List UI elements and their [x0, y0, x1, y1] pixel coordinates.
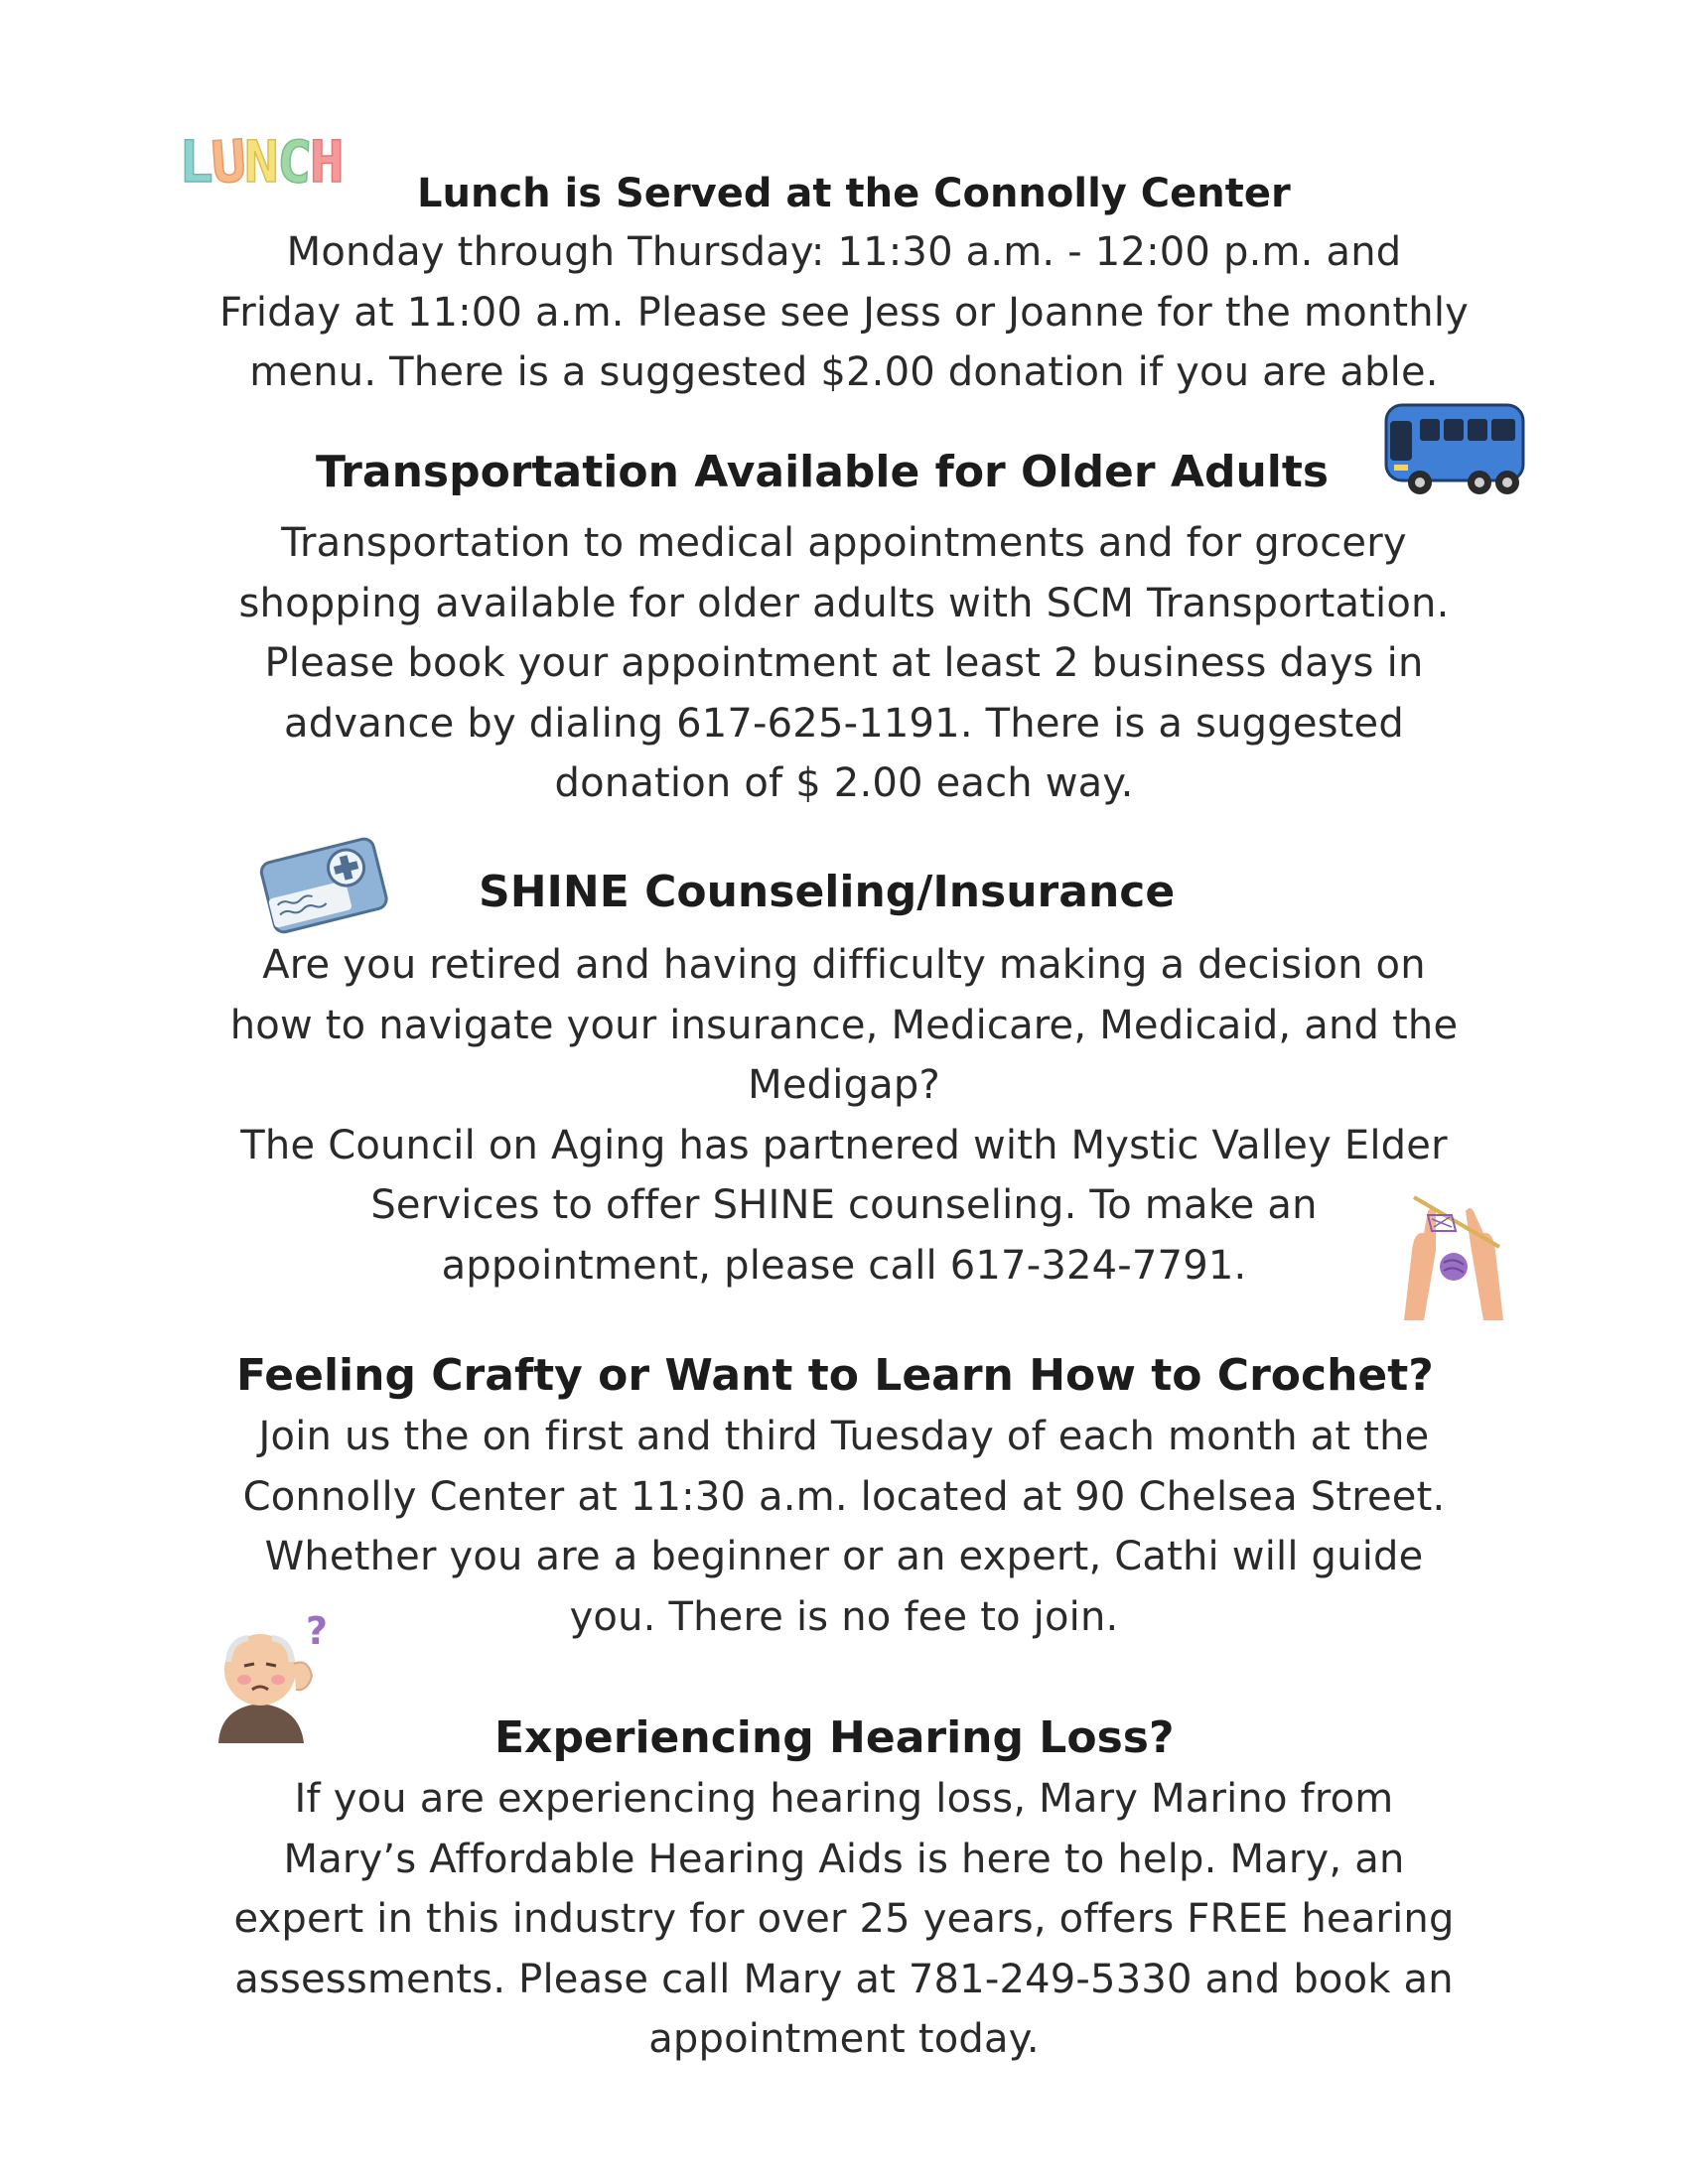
- transportation-heading: [159, 442, 1529, 503]
- shine-line: Are you retired and having difficulty making a decision on: [262, 942, 1426, 988]
- lunch-line: menu. There is a suggested $2.00 donation if you are able.: [249, 349, 1439, 395]
- shine-line: Services to offer SHINE counseling. To make an: [370, 1182, 1318, 1228]
- transportation-line: Please book your appointment at least 2 business days in: [264, 640, 1424, 686]
- shine-line: The Council on Aging has partnered with Mystic Valley Elder: [240, 1122, 1448, 1168]
- crochet-title: Feeling Crafty or Want to Learn How to Crochet?: [236, 1350, 1434, 1401]
- transportation-body: [159, 513, 1529, 814]
- lunch-letter: L: [179, 128, 211, 196]
- shine-line: Medigap?: [748, 1062, 940, 1108]
- shine-heading: [159, 862, 1529, 923]
- hearing-section: [159, 1707, 1529, 2070]
- hearing-line: assessments. Please call Mary at 781-249-5330 and book an: [234, 1956, 1454, 2002]
- transportation-line: donation of $ 2.00 each way.: [554, 760, 1134, 806]
- lunch-section: [159, 167, 1529, 403]
- hearing-line: expert in this industry for over 25 years, offers FREE hearing: [233, 1896, 1455, 1942]
- lunch-heading: [159, 167, 1529, 220]
- crochet-line: you. There is no fee to join.: [569, 1593, 1119, 1640]
- crochet-line: Whether you are a beginner or an expert, Cathi will guide: [264, 1534, 1424, 1579]
- transportation-line: shopping available for older adults with SCM Transportation.: [238, 580, 1450, 626]
- shine-title: SHINE Counseling/Insurance: [479, 867, 1176, 917]
- crochet-section: [159, 1345, 1529, 1647]
- shine-body: [159, 935, 1529, 1296]
- shine-section: [159, 862, 1529, 1296]
- shine-line: how to navigate your insurance, Medicare, Medicaid, and the: [229, 1002, 1459, 1048]
- lunch-line: Monday through Thursday: 11:30 a.m. - 12:00 p.m. and: [286, 229, 1402, 275]
- lunch-title: Lunch is Served at the Connolly Center: [417, 171, 1291, 216]
- svg-text:?: ?: [306, 1609, 329, 1653]
- hearing-heading: [159, 1707, 1529, 1769]
- crochet-heading: [159, 1345, 1529, 1407]
- lunch-letter: H: [309, 128, 343, 196]
- transportation-title: Transportation Available for Older Adults: [316, 447, 1330, 497]
- crochet-body: [159, 1407, 1529, 1647]
- crochet-line: Join us the on first and third Tuesday of each month at the: [258, 1414, 1430, 1459]
- lunch-letter: N: [243, 128, 277, 196]
- hearing-title: Experiencing Hearing Loss?: [494, 1712, 1175, 1763]
- crochet-line: Connolly Center at 11:30 a.m. located at 90 Chelsea Street.: [242, 1473, 1446, 1520]
- lunch-letter: U: [209, 126, 247, 198]
- transportation-line: advance by dialing 617-625-1191. There is a suggested: [284, 700, 1404, 747]
- shine-line: appointment, please call 617-324-7791.: [441, 1242, 1247, 1289]
- transportation-line: Transportation to medical appointments and for grocery: [281, 520, 1407, 566]
- hearing-line: appointment today.: [648, 2016, 1040, 2062]
- lunch-letter: C: [275, 127, 312, 197]
- lunch-body: [159, 222, 1529, 403]
- hearing-line: If you are experiencing hearing loss, Mary Marino from: [294, 1776, 1394, 1822]
- crochet-hands-icon: [1394, 1191, 1513, 1320]
- hearing-line: Mary’s Affordable Hearing Aids is here to help. Mary, an: [283, 1836, 1405, 1882]
- lunch-line: Friday at 11:00 a.m. Please see Jess or Joanne for the monthly: [218, 289, 1470, 336]
- hearing-body: [159, 1769, 1529, 2070]
- transportation-section: [159, 442, 1529, 814]
